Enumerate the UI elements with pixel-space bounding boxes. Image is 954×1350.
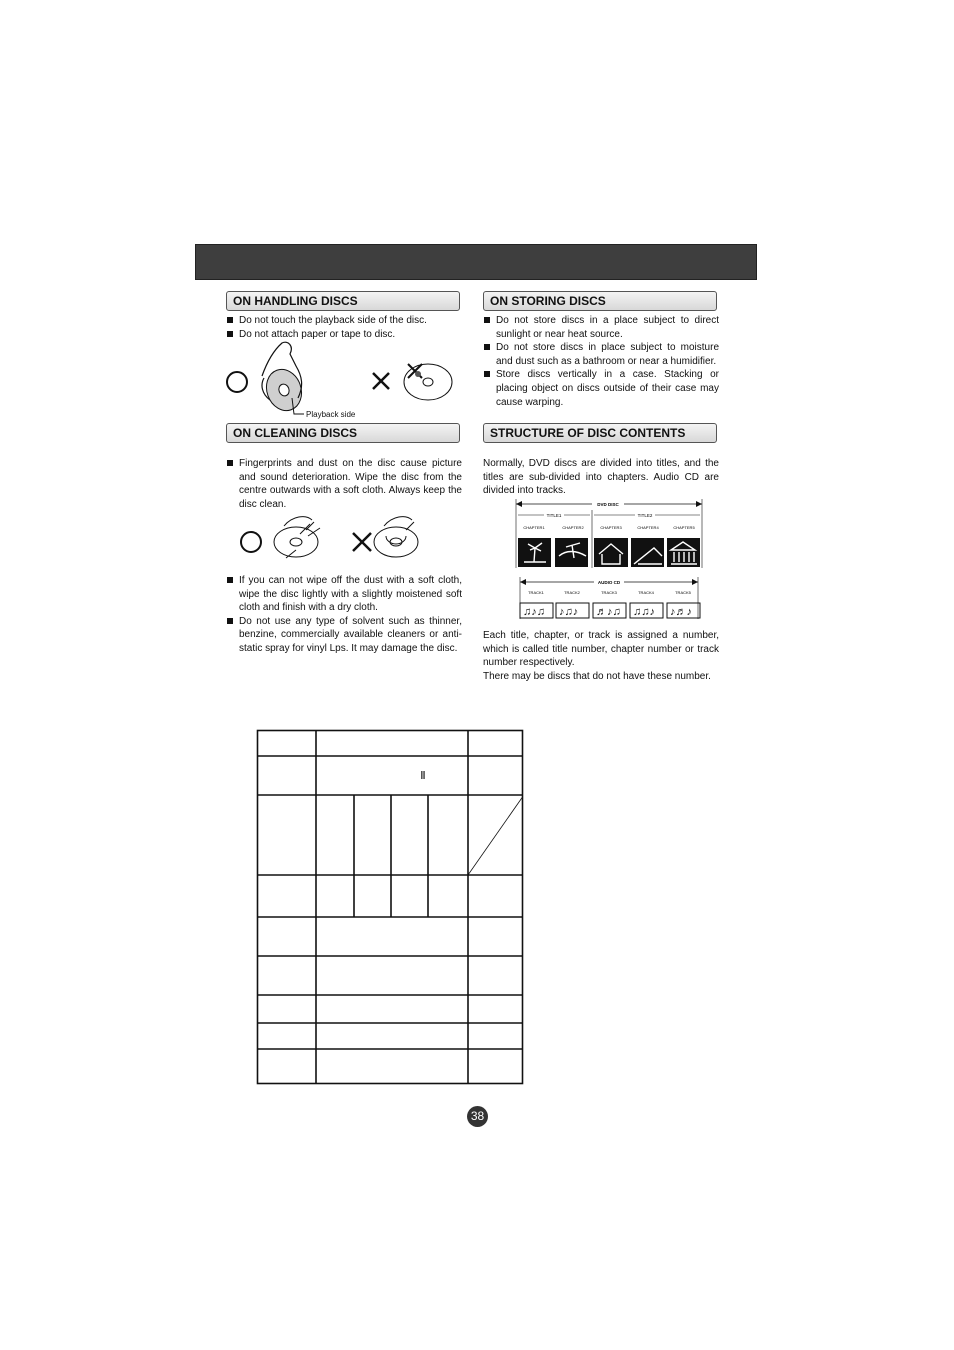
music-note-icon: ♬♪♫	[596, 606, 621, 618]
chapter-3-image	[594, 538, 628, 567]
track-image-row	[520, 603, 700, 618]
storing-bullet: Do not store discs in place subject to moisture and dust such as a bathroom or near a humidifier.	[483, 341, 719, 368]
cleaning-title: ON CLEANING DISCS	[226, 423, 460, 443]
audio-cd-label: AUDIO CD	[597, 580, 621, 585]
storing-bullet: Do not store discs in a place subject to direct sunlight or near heat source.	[483, 314, 719, 341]
header-bar	[195, 244, 757, 280]
cleaning-bullet: Do not use any type of solvent such as thinner, benzine, commercially available cleaners or anti-static spray for vinyl Lps. It may damage the disc.	[226, 615, 462, 656]
music-note-icon: ♪♬♪	[670, 606, 692, 618]
chapter-label: CHAPTER4	[637, 525, 659, 530]
chapter-label: CHAPTER1	[523, 525, 545, 530]
cleaning-bullets-2	[226, 574, 462, 656]
track-label: TRACK3	[601, 590, 617, 595]
music-note-icon: ♪♫♪	[559, 606, 579, 618]
structure-intro: Normally, DVD discs are divided into titles, and the titles are sub-divided into chapters. Audio CD are divided into tracks.	[483, 458, 719, 497]
structure-outro	[483, 629, 719, 683]
dvd-disc-label: DVD DISC	[597, 502, 619, 507]
disc-wipe-wrong-icon	[374, 517, 418, 557]
handling-illustration	[222, 340, 462, 422]
track-label: TRACK2	[564, 590, 580, 595]
cleaning-illustration	[236, 514, 436, 566]
correct-circle-icon	[227, 372, 247, 392]
diagonal-line	[468, 797, 523, 875]
cleaning-bullet: If you can not wipe off the dust with a soft cloth, wipe the disc lightly with a slightly moistened soft cloth and finish with a dry cloth.	[226, 574, 462, 615]
hand-holding-disc-icon	[261, 342, 307, 415]
handling-bullet: Do not attach paper or tape to disc.	[226, 328, 462, 342]
music-note-icon: ♫♪♫	[523, 606, 545, 618]
table-symbol: Ⅱ	[420, 770, 426, 782]
wrong-cross-icon	[353, 533, 371, 551]
wrong-cross-icon	[373, 373, 389, 389]
chapter-image-row	[518, 538, 700, 567]
storing-title: ON STORING DISCS	[483, 291, 717, 311]
structure-outro-2: There may be discs that do not have these number.	[483, 670, 711, 682]
cleaning-bullet: Fingerprints and dust on the disc cause picture and sound deterioration. Wipe the disc from the centre outwards with a soft cloth. Always keep the disc clean.	[226, 457, 462, 511]
spec-table	[256, 729, 526, 1087]
track-label: TRACK5	[675, 590, 691, 595]
storing-bullets	[483, 314, 719, 409]
chapter-label: CHAPTER5	[673, 525, 695, 530]
disc-wipe-correct-icon	[274, 517, 320, 558]
storing-bullet: Store discs vertically in a case. Stacking or placing object on discs outside of their case may cause warping.	[483, 368, 719, 409]
playback-side-label: Playback side	[306, 410, 356, 419]
title-label: TITLE1	[546, 513, 562, 518]
page-number: 38	[467, 1106, 488, 1127]
handling-title: ON HANDLING DISCS	[226, 291, 460, 311]
structure-outro-1: Each title, chapter, or track is assigned a number, which is called title number, chapter number or track number respectively.	[483, 630, 719, 669]
cleaning-bullets-1	[226, 457, 462, 511]
disc-with-tape-icon	[404, 364, 452, 400]
track-label: TRACK4	[638, 590, 654, 595]
disc-structure-diagram	[514, 498, 704, 622]
structure-title: STRUCTURE OF DISC CONTENTS	[483, 423, 717, 443]
music-note-icon: ♫♫♪	[633, 606, 655, 618]
track-label: TRACK1	[528, 590, 544, 595]
handling-bullet: Do not touch the playback side of the disc.	[226, 314, 462, 328]
chapter-label: CHAPTER2	[562, 525, 584, 530]
chapter-label: CHAPTER3	[600, 525, 622, 530]
correct-circle-icon	[241, 532, 261, 552]
title-label: TITLE2	[637, 513, 653, 518]
handling-bullets	[226, 314, 462, 341]
table-border	[258, 731, 523, 1084]
chapter-2-image	[555, 538, 588, 567]
